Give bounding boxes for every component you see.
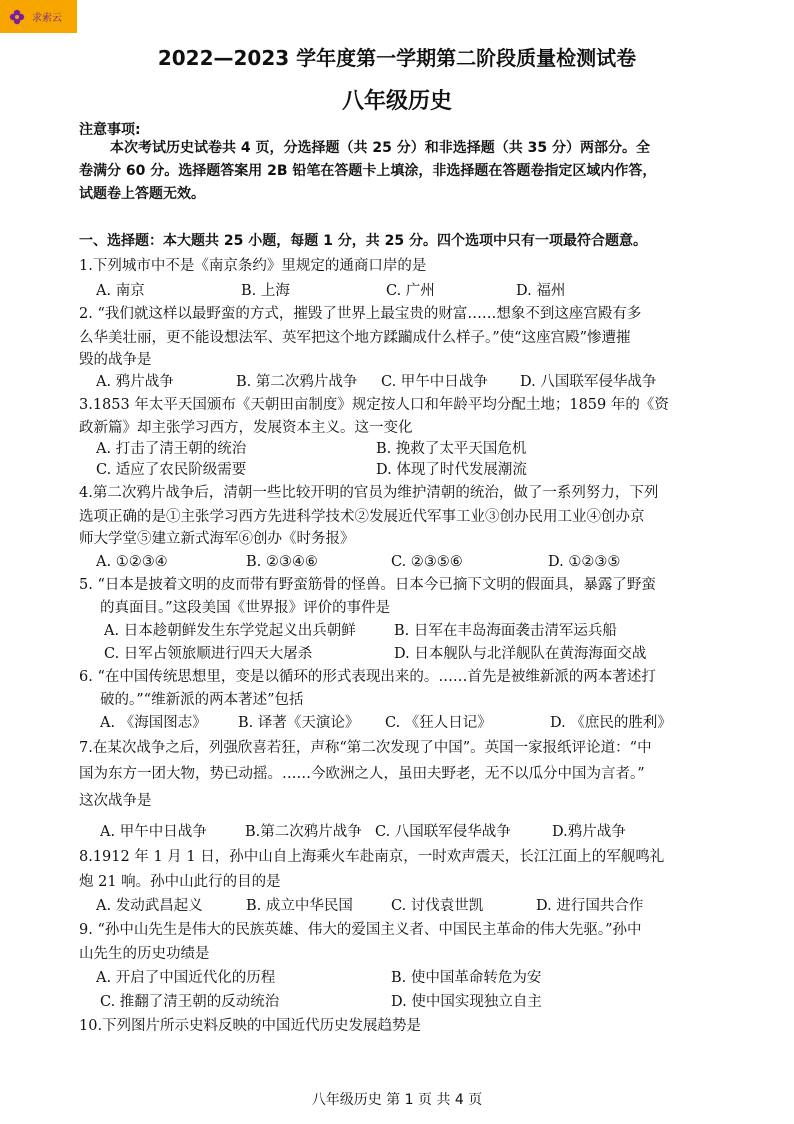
option-c: C. 日军占领旅顺进行四天大屠杀 [104,646,313,662]
question-stem: 破的。”“维新派的两本著述”包括 [100,692,304,708]
option-b: B. 译著《天演论》 [238,715,360,731]
option-a: A. 《海国图志》 [100,715,207,731]
option-a: A. 甲午中日战争 [100,824,207,840]
question-stem: 5. “日本是披着文明的皮而带有野蛮筋骨的怪兽。日本今已摘下文明的假面具，暴露了野蛮 [79,577,656,593]
option-b: B. 成立中华民国 [246,898,353,914]
option-a: A. 日本趁朝鲜发生东学党起义出兵朝鲜 [104,623,356,639]
question-stem: 这次战争是 [79,793,152,809]
option-b: B. 第二次鸦片战争 [236,374,358,390]
question-stem: 4.第二次鸦片战争后，清朝一些比较开明的官员为维护清朝的统治，做了一系列努力，下列 [79,485,659,501]
question-stem: 8.1912 年 1 月 1 日，孙中山自上海乘火车赴南京，一时欢声震天，长江江面上的军舰鸣礼 [79,849,665,865]
question-stem: 选项正确的是①主张学习西方先进科学技术②发展近代军事工业③创办民用工业④创办京 [79,509,645,525]
page-footer: 八年级历史 第 1 页 共 4 页 [311,1092,483,1108]
option-b: B. 挽救了太平天国危机 [376,441,527,457]
notice-line: 试题卷上答题无效。 [79,186,205,202]
question-stem: 的真面目。”这段美国《世界报》评价的事件是 [100,600,391,616]
option-d: D.鸦片战争 [552,824,626,840]
option-c: C. 广州 [386,283,435,299]
notice-line: 卷满分 60 分。选择题答案用 2B 铅笔在答题卡上填涂，非选择题在答题卷指定区域内作答， [79,163,657,179]
question-stem: 7.在某次战争之后，列强欣喜若狂，声称“第二次发现了中国”。英国一家报纸评论道：“中 [79,740,652,756]
option-a: A. 南京 [96,283,145,299]
option-b: B.第二次鸦片战争 [245,824,362,840]
option-a: A. 开启了中国近代化的历程 [96,970,276,986]
option-a: A. ①②③④ [96,554,168,570]
option-c: C. 适应了农民阶级需要 [96,462,247,478]
notice-line: 本次考试历史试卷共 4 页，分选择题（共 25 分）和非选择题（共 35 分）两部分。全 [110,140,650,156]
option-d: D. ①②③⑤ [548,554,621,570]
section-heading: 一、选择题：本大题共 25 小题，每题 1 分，共 25 分。四个选项中只有一项最符合题意。 [79,233,647,249]
option-d: D. 进行国共合作 [536,898,644,914]
option-d: D. 八国联军侵华战争 [520,374,657,390]
option-b: B. ②③④⑥ [246,554,318,570]
option-d: D. 《庶民的胜利》 [550,715,672,731]
question-stem: 师大学堂⑤建立新式海军⑥创办《时务报》 [79,531,355,547]
option-a: A. 鸦片战争 [96,374,174,390]
option-c: C. 讨伐袁世凯 [391,898,484,914]
option-c: C. 《狂人日记》 [385,715,492,731]
option-b: B. 使中国革命转危为安 [391,970,542,986]
option-c: C. 甲午中日战争 [381,374,488,390]
flower-icon [8,8,26,26]
option-a: A. 发动武昌起义 [96,898,203,914]
option-c: C. ②③⑤⑥ [391,554,463,570]
question-stem: 1.下列城市中不是《南京条约》里规定的通商口岸的是 [79,258,427,274]
question-stem: 9. “孙中山先生是伟大的民族英雄、伟大的爱国主义者、中国民主革命的伟大先驱。”孙中 [79,922,642,938]
publisher-logo [0,0,77,33]
question-stem: 10.下列图片所示史料反映的中国近代历史发展趋势是 [79,1018,422,1034]
question-stem: 么华美壮丽，更不能设想法军、英军把这个地方蹂躏成什么样子。”使“这座宫殿”惨遭摧 [79,330,631,346]
question-stem: 政新篇》却主张学习西方，发展资本主义。这一变化 [79,420,413,436]
question-stem: 炮 21 响。孙中山此行的目的是 [79,874,281,890]
notice-heading: 注意事项: [79,122,141,138]
option-c: C. 推翻了清王朝的反动统治 [100,994,280,1010]
question-stem: 2. “我们就这样以最野蛮的方式，摧毁了世界上最宝贵的财富……想象不到这座宫殿有多 [79,306,642,322]
question-stem: 6. “在中国传统思想里，变是以循环的形式表现出来的。……首先是被维新派的两本著述打 [79,669,656,685]
option-d: D. 体现了时代发展潮流 [376,462,527,478]
option-b: B. 上海 [241,283,290,299]
option-d: D. 日本舰队与北洋舰队在黄海海面交战 [394,646,647,662]
exam-title: 2022—2023 学年度第一学期第二阶段质量检测试卷 [157,46,637,70]
option-c: C. 八国联军侵华战争 [375,824,511,840]
question-stem: 3.1853 年太平天国颁布《天朝田亩制度》规定按人口和年龄平均分配土地；1859 年的《资 [79,397,669,413]
option-d: D. 福州 [516,283,566,299]
option-d: D. 使中国实现独立自主 [391,994,542,1010]
question-stem: 山先生的历史功绩是 [79,946,210,962]
question-stem: 毁的战争是 [79,352,152,368]
option-a: A. 打击了清王朝的统治 [96,441,247,457]
option-b: B. 日军在丰岛海面袭击清军运兵船 [394,623,617,639]
exam-subtitle: 八年级历史 [341,89,452,114]
logo-text: 求索云 [32,13,62,24]
question-stem: 国为东方一团大物，势已动摇。……今欧洲之人，虽田夫野老，无不以瓜分中国为言者。” [79,766,645,782]
